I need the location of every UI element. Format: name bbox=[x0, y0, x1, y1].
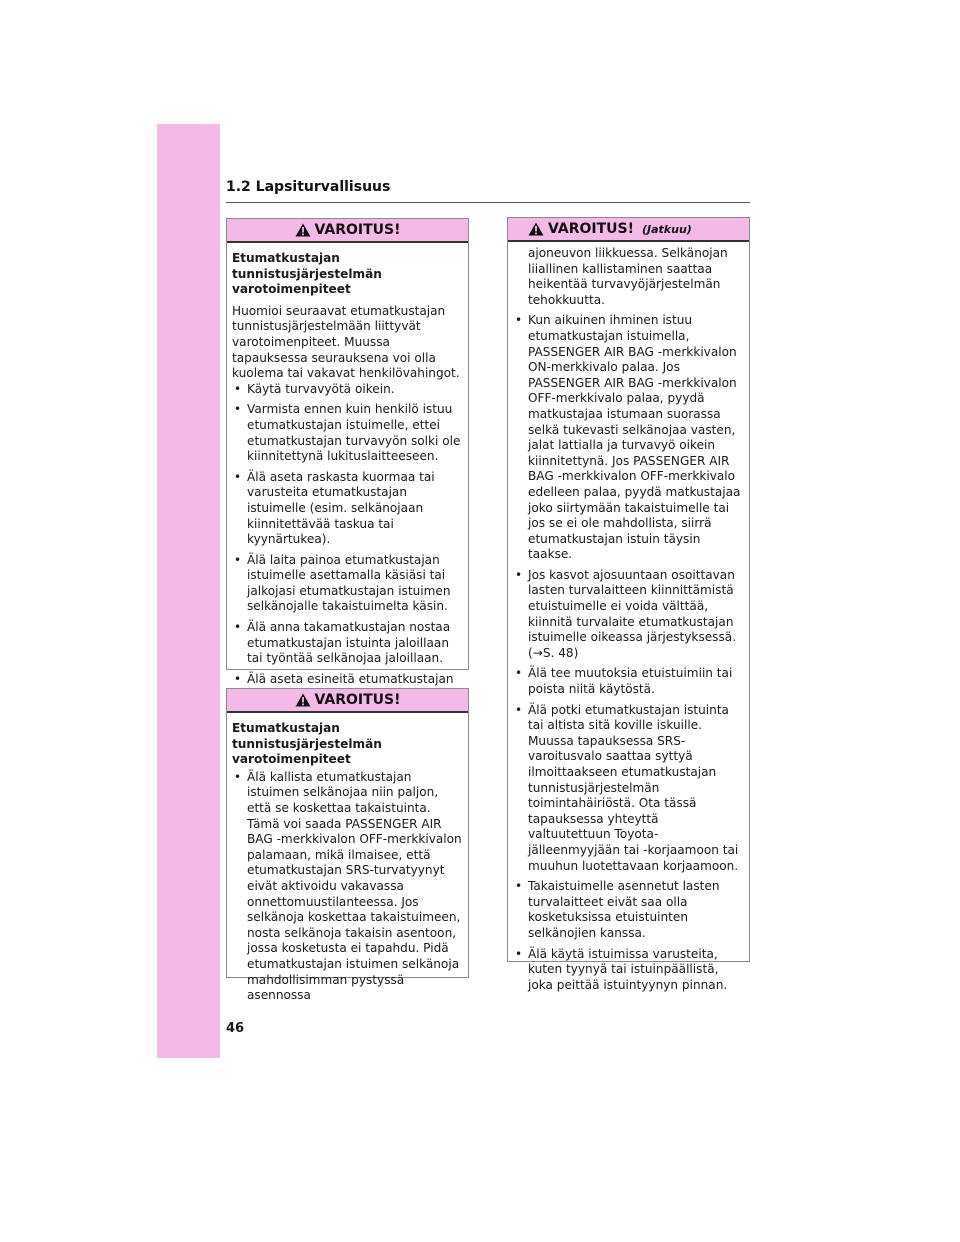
warning-body bbox=[227, 713, 468, 1015]
list-item: • Älä anna takamatkustajan nostaa etumatkustajan istuinta jaloillaan tai työntää selkänojaa jaloillaan. bbox=[232, 620, 462, 667]
list-item: • Käytä turvavyötä oikein. bbox=[232, 382, 462, 398]
warning-header bbox=[227, 689, 468, 713]
warning-box-2 bbox=[226, 688, 469, 1003]
warning-box-1 bbox=[226, 218, 469, 686]
list-item: • Varmista ennen kuin henkilö istuu etumatkustajan istuimelle, ettei etumatkustajan turvavyön solki ole kiinnitettynä lukituslaitteeseen. bbox=[232, 402, 462, 464]
warning-label: VAROITUS! bbox=[314, 692, 401, 708]
warning-box-continued bbox=[507, 217, 750, 992]
warning-body bbox=[508, 242, 749, 1004]
list-item: • Älä tee muutoksia etuistuimiin tai poista niitä käytöstä. bbox=[513, 666, 743, 697]
warning-subtitle: Etumatkustajan tunnistusjärjestelmän varotoimenpiteet bbox=[232, 251, 382, 297]
warning-label: VAROITUS! bbox=[314, 222, 401, 238]
list-item: • Älä kallista etumatkustajan istuimen selkänojaa niin paljon, että se koskettaa takaistuinta. Tämä voi saada PASSENGER AIR BAG -merkkivalon OFF-merkkivalon palamaan, mikä ilmaisee, että etumatkustajan SRS-turvatyynyt eivät aktivoidu vakavassa onnettomuustilanteessa. Jos selkänoja koskettaa takaistuimeen, nosta selkänoja takaisin asentoon, jossa kosketusta ei tapahdu. Pidä etumatkustajan istuimen selkänoja mahdollisimman pystyssä asennossa bbox=[232, 770, 462, 1004]
list-item: • Älä aseta esineitä etumatkustajan bbox=[232, 672, 462, 703]
list-item: • Älä käytä istuimissa varusteita, kuten tyynyä tai istuinpäällistä, joka peittää istuintyynyn pinnan. bbox=[513, 947, 743, 994]
warning-header bbox=[227, 219, 468, 243]
list-item: • Jos kasvot ajosuuntaan osoittavan lasten turvalaitteen kiinnittämistä etuistuimelle ei voida välttää, kiinnitä turvalaite etumatkustajan istuimelle oikeassa järjestyksessä. (→S. 48) bbox=[513, 568, 743, 662]
warning-triangle-icon bbox=[295, 693, 311, 707]
warning-triangle-icon bbox=[295, 223, 311, 237]
warning-subtitle: Etumatkustajan tunnistusjärjestelmän varotoimenpiteet bbox=[232, 721, 382, 767]
continuation-text: ajoneuvon liikkuessa. Selkänojan liiallinen kallistaminen saattaa heikentää turvavyöjärjestelmän tehokkuutta. bbox=[528, 246, 728, 307]
list-item: • Takaistuimelle asennetut lasten turvalaitteet eivät saa olla kosketuksissa etuistuinten selkänojien kanssa. bbox=[513, 879, 743, 941]
chapter-side-tab bbox=[157, 124, 220, 1058]
list-item: • Kun aikuinen ihminen istuu etumatkustajan istuimella, PASSENGER AIR BAG -merkkivalon ON-merkkivalo palaa. Jos PASSENGER AIR BAG -merkkivalon OFF-merkkivalo palaa, pyydä matkustajaa istumaan suorassa selkä tukevasti selkänojaa vasten, jalat lattialla ja turvavyö oikein kiinnitettynä. Jos PASSENGER AIR BAG -merkkivalon OFF-merkkivalo edelleen palaa, pyydä matkustajaa joko siirtymään takaistuimelle tai jos se ei ole mahdollista, siirrä etumatkustajan istuin täysin taakse. bbox=[513, 313, 743, 563]
warning-label: VAROITUS! bbox=[548, 221, 634, 237]
warning-header bbox=[508, 218, 749, 242]
list-item: • Älä aseta raskasta kuormaa tai varusteita etumatkustajan istuimelle (esim. selkänojaan kiinnitettävää taskua tai kyynärtukea). bbox=[232, 470, 462, 548]
warning-triangle-icon bbox=[528, 222, 544, 236]
warning-body bbox=[227, 243, 468, 714]
continued-label: (Jatkuu) bbox=[642, 222, 692, 236]
list-item: • Älä laita painoa etumatkustajan istuimelle asettamalla käsiäsi tai jalkojasi etumatkustajan istuimen selkänojalle takaistuimelta käsin. bbox=[232, 553, 462, 615]
section-header bbox=[226, 178, 750, 203]
warning-intro: Huomioi seuraavat etumatkustajan tunnistusjärjestelmään liittyvät varotoimenpiteet. Muussa tapauksessa seurauksena voi olla kuolema tai vakavat henkilövahingot. bbox=[232, 303, 460, 381]
page-number: 46 bbox=[226, 1021, 245, 1036]
list-item: • Älä potki etumatkustajan istuinta tai altista sitä koville iskuille. Muussa tapauksessa SRS-varoitusvalo saattaa syttyä ilmoittaakseen etumatkustajan tunnistusjärjestelmän toimintahäiriöstä. Ota tässä tapauksessa yhteyttä valtuutettuun Toyota-jälleenmyyjään tai -korjaamoon tai muuhun luotettavaan korjaamoon. bbox=[513, 703, 743, 875]
section-title: 1.2 Lapsiturvallisuus bbox=[226, 179, 391, 195]
